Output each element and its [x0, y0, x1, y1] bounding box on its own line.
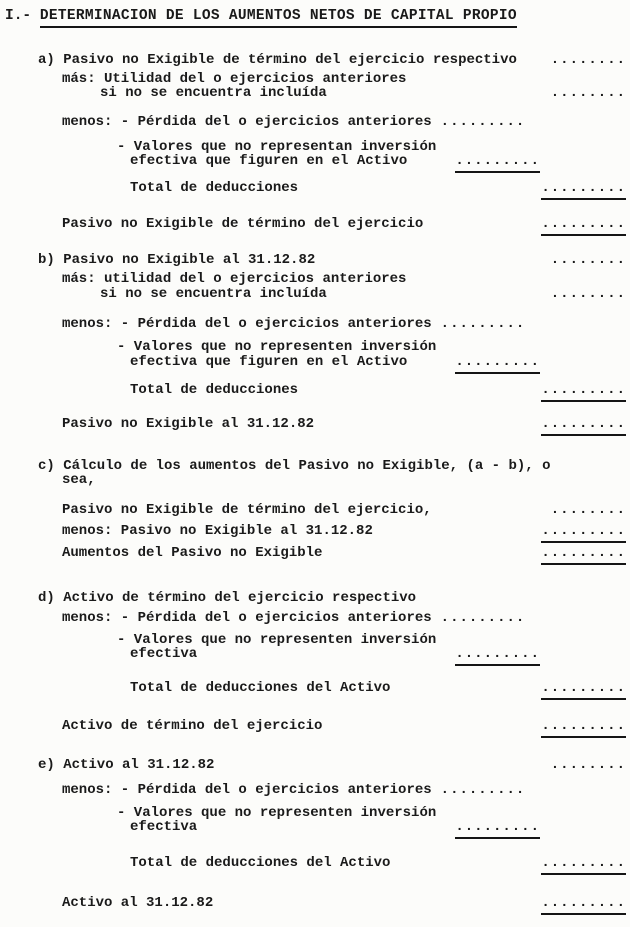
value-field-dots-underlined: ......... [541, 680, 626, 700]
line-text: Aumentos del Pasivo no Exigible [62, 545, 323, 561]
line-d-activo-termino [0, 590, 630, 608]
line-text: b) Pasivo no Exigible al 31.12.82 [38, 252, 316, 268]
line-e-activo-311282 [0, 757, 630, 775]
value-field-dots-underlined: ......... [455, 153, 540, 173]
value-field-dots: ........ [550, 52, 626, 68]
line-text: - Valores que no representen inversión [117, 632, 437, 648]
line-e-menos-perdida [0, 782, 630, 800]
value-field-dots: ......... [440, 782, 526, 798]
line-text: si no se encuentra incluída [100, 286, 327, 302]
line-a-menos-perdida [0, 114, 630, 132]
line-text: Pasivo no Exigible de término del ejercicio [62, 216, 424, 232]
value-field-dots-underlined: ......... [541, 855, 626, 875]
line-a-total-deducciones [0, 180, 630, 198]
value-field-dots: ......... [440, 114, 526, 130]
value-field-dots: ........ [550, 286, 626, 302]
line-a-pasivo-termino-result [0, 216, 630, 234]
line-text: - Valores que no representen inversión [117, 805, 437, 821]
value-field-dots-underlined: ......... [455, 819, 540, 839]
line-e-efectiva [0, 819, 630, 837]
line-text: menos: Pasivo no Exigible al 31.12.82 [62, 523, 373, 539]
line-text: menos: - Pérdida del o ejercicios anteriores [62, 610, 432, 626]
line-e-activo-311282-result [0, 895, 630, 913]
line-b-menos-perdida [0, 316, 630, 334]
line-text: menos: - Pérdida del o ejercicios anteriores [62, 782, 432, 798]
line-d-activo-termino-result [0, 718, 630, 736]
line-text: Total de deducciones [130, 180, 299, 196]
line-text: menos: - Pérdida del o ejercicios anteriores [62, 316, 432, 332]
line-b-si-no-incluida [0, 286, 630, 304]
value-field-dots-underlined: ......... [541, 718, 626, 738]
line-text: Activo de término del ejercicio [62, 718, 323, 734]
line-text: Activo al 31.12.82 [62, 895, 214, 911]
page-title: DETERMINACION DE LOS AUMENTOS NETOS DE CAPITAL PROPIO [40, 8, 517, 28]
line-a-pasivo-termino [0, 52, 630, 70]
line-b-pasivo-311282 [0, 252, 630, 270]
line-text: - Valores que no representan inversión [117, 139, 437, 155]
line-text: más: Utilidad del o ejercicios anteriores [62, 71, 407, 87]
value-field-dots: ......... [440, 610, 526, 626]
line-c-pasivo-termino [0, 502, 630, 520]
line-text: - Valores que no representen inversión [117, 339, 437, 355]
value-field-dots: ........ [550, 252, 626, 268]
line-a-si-no-incluida [0, 85, 630, 103]
value-field-dots-underlined: ......... [455, 354, 540, 374]
line-c-aumentos [0, 545, 630, 563]
line-text: sea, [62, 472, 96, 488]
line-text: efectiva que figuren en el Activo [130, 153, 408, 169]
line-text: Pasivo no Exigible al 31.12.82 [62, 416, 315, 432]
line-b-pasivo-311282-result [0, 416, 630, 434]
line-text: efectiva [130, 646, 198, 662]
value-field-dots-underlined: ......... [541, 523, 626, 543]
heading-numeral: I.- [5, 8, 32, 24]
line-text: Total de deducciones del Activo [130, 680, 391, 696]
line-a-efectiva [0, 153, 630, 171]
line-d-total-deducciones-activo [0, 680, 630, 698]
line-text: Total de deducciones [130, 382, 299, 398]
line-text: menos: - Pérdida del o ejercicios anteriores [62, 114, 432, 130]
value-field-dots-underlined: ......... [541, 216, 626, 236]
line-text: más: utilidad del o ejercicios anteriores [62, 271, 407, 287]
line-text: Pasivo no Exigible de término del ejercicio, [62, 502, 432, 518]
line-text: e) Activo al 31.12.82 [38, 757, 215, 773]
line-c-sea [0, 472, 630, 490]
value-field-dots: ......... [440, 316, 526, 332]
line-text: efectiva que figuren en el Activo [130, 354, 408, 370]
value-field-dots-underlined: ......... [541, 382, 626, 402]
line-e-total-deducciones-activo [0, 855, 630, 873]
value-field-dots-underlined: ......... [541, 180, 626, 200]
document-heading [0, 8, 630, 26]
line-b-efectiva [0, 354, 630, 372]
value-field-dots: ........ [550, 85, 626, 101]
value-field-dots-underlined: ......... [541, 545, 626, 565]
value-field-dots-underlined: ......... [455, 646, 540, 666]
line-text: c) Cálculo de los aumentos del Pasivo no Exigible, (a - b), o [38, 458, 551, 474]
line-d-menos-perdida [0, 610, 630, 628]
line-text: d) Activo de término del ejercicio respectivo [38, 590, 417, 606]
line-text: a) Pasivo no Exigible de término del ejercicio respectivo [38, 52, 517, 68]
line-c-menos-pasivo [0, 523, 630, 541]
line-b-total-deducciones [0, 382, 630, 400]
line-text: si no se encuentra incluída [100, 85, 327, 101]
value-field-dots: ........ [550, 502, 626, 518]
line-text: efectiva [130, 819, 198, 835]
value-field-dots: ........ [550, 757, 626, 773]
line-text: Total de deducciones del Activo [130, 855, 391, 871]
line-d-efectiva [0, 646, 630, 664]
value-field-dots-underlined: ......... [541, 416, 626, 436]
value-field-dots-underlined: ......... [541, 895, 626, 915]
